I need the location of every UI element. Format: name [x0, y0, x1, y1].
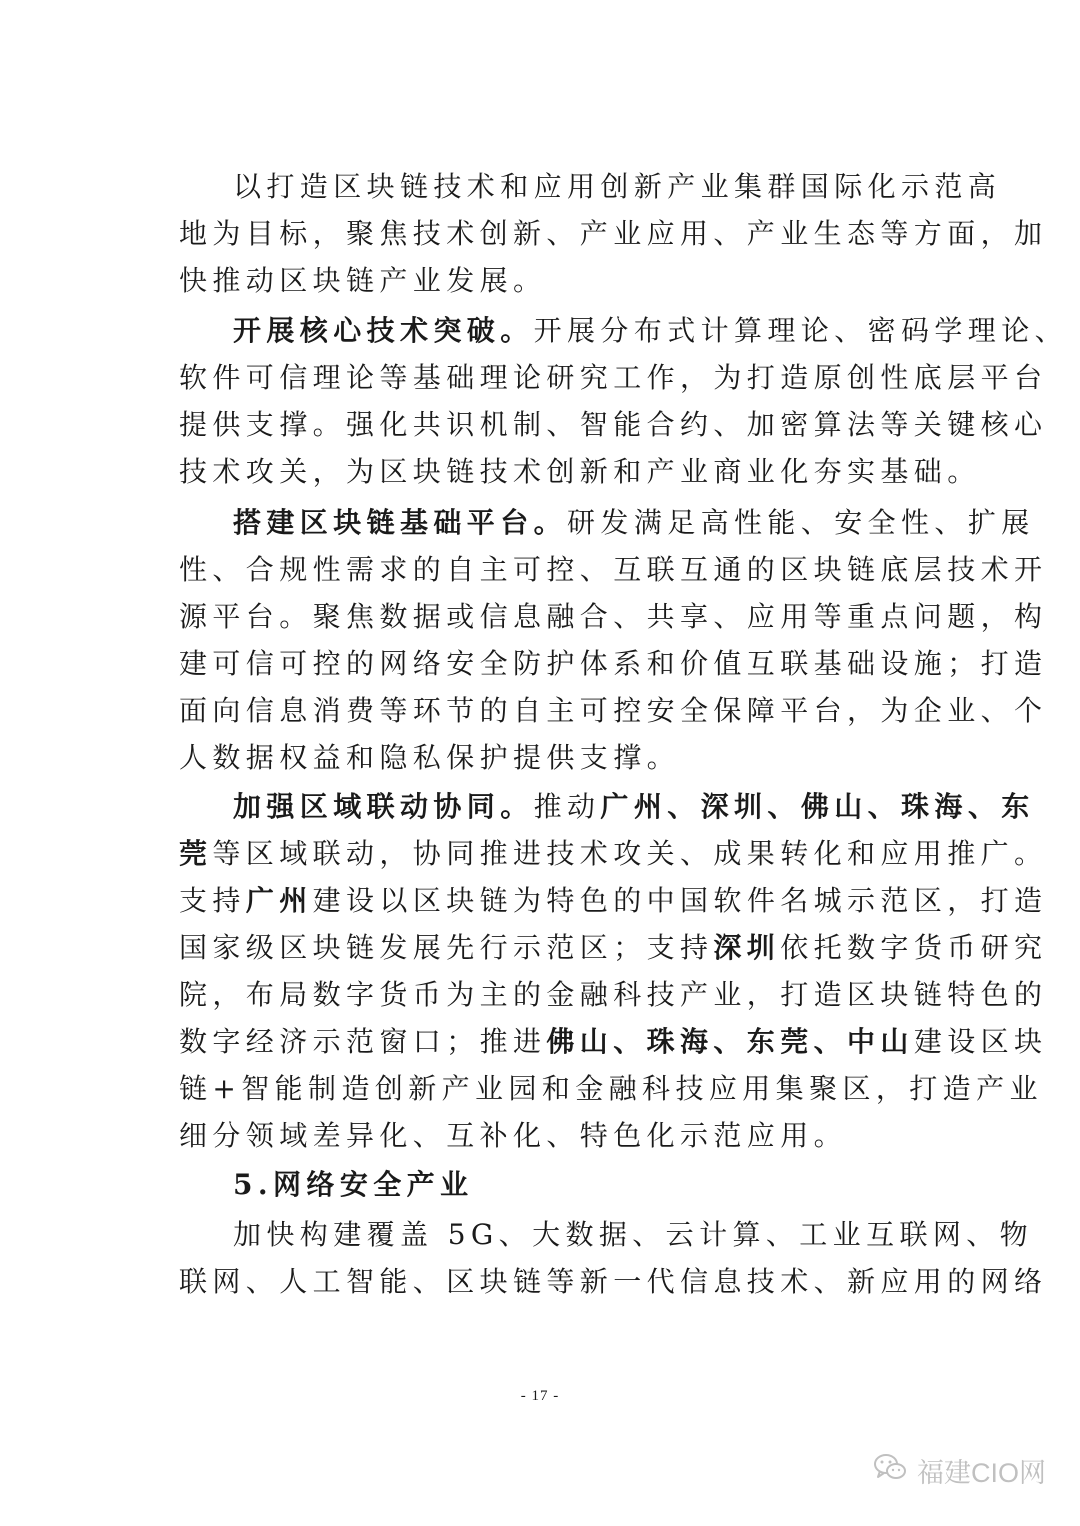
wechat-icon	[873, 1452, 917, 1489]
city-name: 深圳	[713, 931, 781, 964]
text-run: 开展分布式计算理论、密码学理论、	[533, 314, 1069, 347]
text-line	[233, 307, 1069, 354]
text-run: 国家级区块链发展先行示范区；支持	[179, 931, 714, 964]
text-line: 人数据权益和隐私保护提供支撑。	[179, 741, 681, 774]
text-line: 链+智能制造创新产业园和金融科技应用集聚区，打造产业	[179, 1072, 1043, 1105]
text-line: 地为目标，聚焦技术创新、产业应用、产业生态等方面，加	[179, 217, 1048, 250]
text-line: 软件可信理论等基础理论研究工作，为打造原创性底层平台	[179, 361, 1048, 394]
page-number: - 17 -	[520, 1388, 560, 1404]
text-run: 依托数字货币研究	[780, 931, 1048, 964]
watermark	[873, 1452, 1046, 1488]
paragraph-heading: 加强区域联动协同。	[233, 790, 534, 823]
text-line: 以打造区块链技术和应用创新产业集群国际化示范高	[233, 170, 1002, 203]
text-line: 面向信息消费等环节的自主可控安全保障平台，为企业、个	[179, 694, 1048, 727]
text-line: 联网、人工智能、区块链等新一代信息技术、新应用的网络	[179, 1265, 1048, 1298]
text-line: 快推动区块链产业发展。	[179, 264, 547, 297]
city-name: 广州	[245, 884, 313, 917]
city-name: 佛山、珠海、东莞、中山	[546, 1025, 914, 1058]
section-title: 5.网络安全产业	[233, 1168, 474, 1201]
city-name: 广州、深圳、佛山、珠海、东	[600, 790, 1035, 823]
text-line: 加快构建覆盖 5G、大数据、云计算、工业互联网、物	[233, 1218, 1034, 1251]
text-line: 性、合规性需求的自主可控、互联互通的区块链底层技术开	[179, 553, 1048, 586]
text-line: 细分领域差异化、互补化、特色化示范应用。	[179, 1119, 848, 1152]
text-line: 院，布局数字货币为主的金融科技产业，打造区块链特色的	[179, 978, 1048, 1011]
text-line	[179, 830, 1048, 877]
text-line: 建可信可控的网络安全防护体系和价值互联基础设施；打造	[179, 647, 1048, 680]
text-run: 等区域联动，协同推进技术攻关、成果转化和应用推广。	[212, 837, 1048, 870]
paragraph-heading: 搭建区块链基础平台。	[233, 506, 568, 539]
text-run: 建设区块	[913, 1025, 1048, 1058]
text-run: 支持	[179, 884, 246, 917]
text-run: 研发满足高性能、安全性、扩展	[567, 506, 1035, 539]
watermark-text: 福建CIO网	[917, 1457, 1047, 1488]
text-line: 源平台。聚焦数据或信息融合、共享、应用等重点问题，构	[179, 600, 1048, 633]
text-line	[179, 924, 1048, 971]
city-name: 莞	[179, 837, 213, 870]
text-run: 建设以区块链为特色的中国软件名城示范区，打造	[312, 884, 1048, 917]
text-line: 技术攻关，为区块链技术创新和产业商业化夯实基础。	[179, 455, 981, 488]
text-line: 提供支撑。强化共识机制、智能合约、加密算法等关键核心	[179, 408, 1048, 441]
paragraph-heading: 开展核心技术突破。	[233, 314, 534, 347]
text-line	[233, 783, 1035, 830]
text-line	[179, 877, 1048, 924]
text-run: 数字经济示范窗口；推进	[179, 1025, 547, 1058]
text-run: 推动	[533, 790, 601, 823]
text-line	[233, 499, 1035, 546]
text-line	[179, 1018, 1048, 1065]
